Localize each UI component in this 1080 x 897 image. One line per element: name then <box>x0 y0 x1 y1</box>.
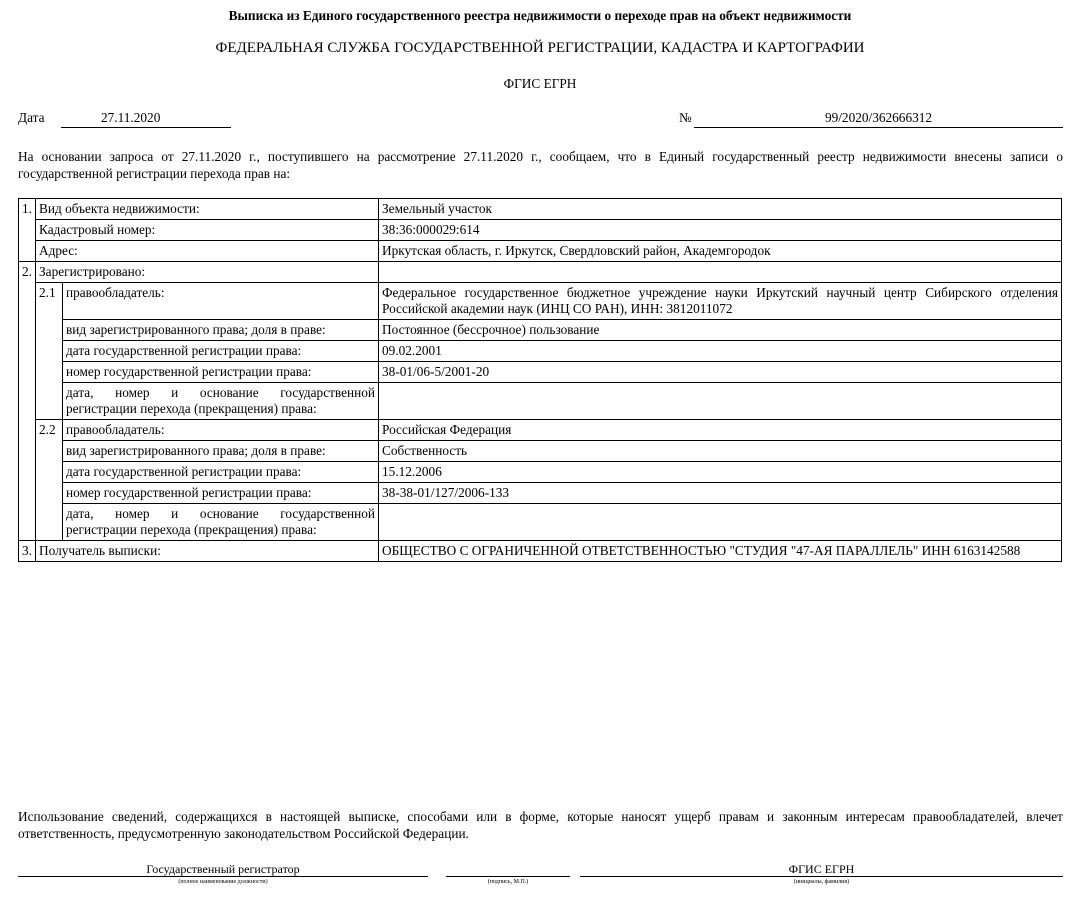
row-label: Вид объекта недвижимости: <box>36 199 379 220</box>
row-value: 38-38-01/127/2006-133 <box>379 483 1062 504</box>
row-label: правообладатель: <box>63 420 379 441</box>
row-value: ОБЩЕСТВО С ОГРАНИЧЕННОЙ ОТВЕТСТВЕННОСТЬЮ "СТУДИЯ "47-АЯ ПАРАЛЛЕЛЬ" ИНН 6163142588 <box>379 541 1062 562</box>
row-label: номер государственной регистрации права: <box>63 362 379 383</box>
table-row <box>19 362 1062 383</box>
table-row <box>19 320 1062 341</box>
table-row <box>19 199 1062 220</box>
table-row <box>19 383 1062 420</box>
row-value: Иркутская область, г. Иркутск, Свердловский район, Академгородок <box>379 241 1062 262</box>
table-row <box>19 441 1062 462</box>
document-title: Выписка из Единого государственного реестра недвижимости о переходе прав на объект недвижимости <box>228 8 852 23</box>
table-row <box>19 420 1062 441</box>
table-row <box>19 341 1062 362</box>
row-value: Постоянное (бессрочное) пользование <box>379 320 1062 341</box>
row-value: 09.02.2001 <box>379 341 1062 362</box>
row-label: Кадастровый номер: <box>36 220 379 241</box>
row-label: Адрес: <box>36 241 379 262</box>
row-value <box>379 504 1062 541</box>
signature-line <box>446 862 570 877</box>
section-number: 2. <box>19 262 36 541</box>
table-row <box>19 283 1062 320</box>
section-number: 3. <box>19 541 36 562</box>
table-row <box>19 220 1062 241</box>
section-number: 1. <box>19 199 36 262</box>
number-label: № <box>679 110 692 125</box>
registry-table <box>18 198 1062 562</box>
row-label: Зарегистрировано: <box>36 262 379 283</box>
row-label: дата, номер и основание государственной регистрации перехода (прекращения) права: <box>63 383 379 420</box>
table-row <box>19 241 1062 262</box>
signature-caption: (подпись, М.П.) <box>487 879 529 885</box>
row-value: 38:36:000029:614 <box>379 220 1062 241</box>
row-value: 38-01/06-5/2001-20 <box>379 362 1062 383</box>
row-label: правообладатель: <box>63 283 379 320</box>
number-value: 99/2020/362666312 <box>694 110 1063 128</box>
row-label: номер государственной регистрации права: <box>63 483 379 504</box>
subsection-number: 2.2 <box>36 420 63 541</box>
date-value: 27.11.2020 <box>61 110 231 128</box>
row-value: Собственность <box>379 441 1062 462</box>
date-label: Дата <box>18 110 45 125</box>
registrar-name: ФГИС ЕГРН <box>580 862 1063 877</box>
row-label: вид зарегистрированного права; доля в праве: <box>63 320 379 341</box>
registrar-position: Государственный регистратор <box>18 862 428 877</box>
row-value: 15.12.2006 <box>379 462 1062 483</box>
subsection-number: 2.1 <box>36 283 63 420</box>
row-value <box>379 262 1062 283</box>
table-row <box>19 483 1062 504</box>
row-label: вид зарегистрированного права; доля в праве: <box>63 441 379 462</box>
row-label: дата государственной регистрации права: <box>63 462 379 483</box>
row-value <box>379 383 1062 420</box>
row-label: дата государственной регистрации права: <box>63 341 379 362</box>
system-name: ФГИС ЕГРН <box>503 76 577 91</box>
table-row <box>19 462 1062 483</box>
name-caption: (инициалы, фамилия) <box>793 879 850 885</box>
row-label: Получатель выписки: <box>36 541 379 562</box>
date-number-row <box>18 110 1063 130</box>
row-label: дата, номер и основание государственной регистрации перехода (прекращения) права: <box>63 504 379 541</box>
row-value: Федеральное государственное бюджетное учреждение науки Иркутский научный центр Сибирского отделения Российской академии наук (ИНЦ СО РАН), ИНН: 3812011072 <box>379 283 1062 320</box>
legal-notice: Использование сведений, содержащихся в настоящей выписке, способами или в форме, которые наносят ущерб правам и законным интересам правообладателей, влечет ответственность, предусмотренную законодательством Российской Федерации. <box>18 809 1063 841</box>
row-value: Земельный участок <box>379 199 1062 220</box>
table-row <box>19 262 1062 283</box>
signature-block <box>18 862 1063 892</box>
agency-name: ФЕДЕРАЛЬНАЯ СЛУЖБА ГОСУДАРСТВЕННОЙ РЕГИСТРАЦИИ, КАДАСТРА И КАРТОГРАФИИ <box>215 40 865 56</box>
intro-paragraph: На основании запроса от 27.11.2020 г., поступившего на рассмотрение 27.11.2020 г., сообщаем, что в Единый государственный реестр недвижимости внесены записи о государственной регистрации перехода прав на: <box>18 149 1063 181</box>
table-row <box>19 541 1062 562</box>
position-caption: (полное наименование должности) <box>178 879 268 885</box>
row-value: Российская Федерация <box>379 420 1062 441</box>
table-row <box>19 504 1062 541</box>
